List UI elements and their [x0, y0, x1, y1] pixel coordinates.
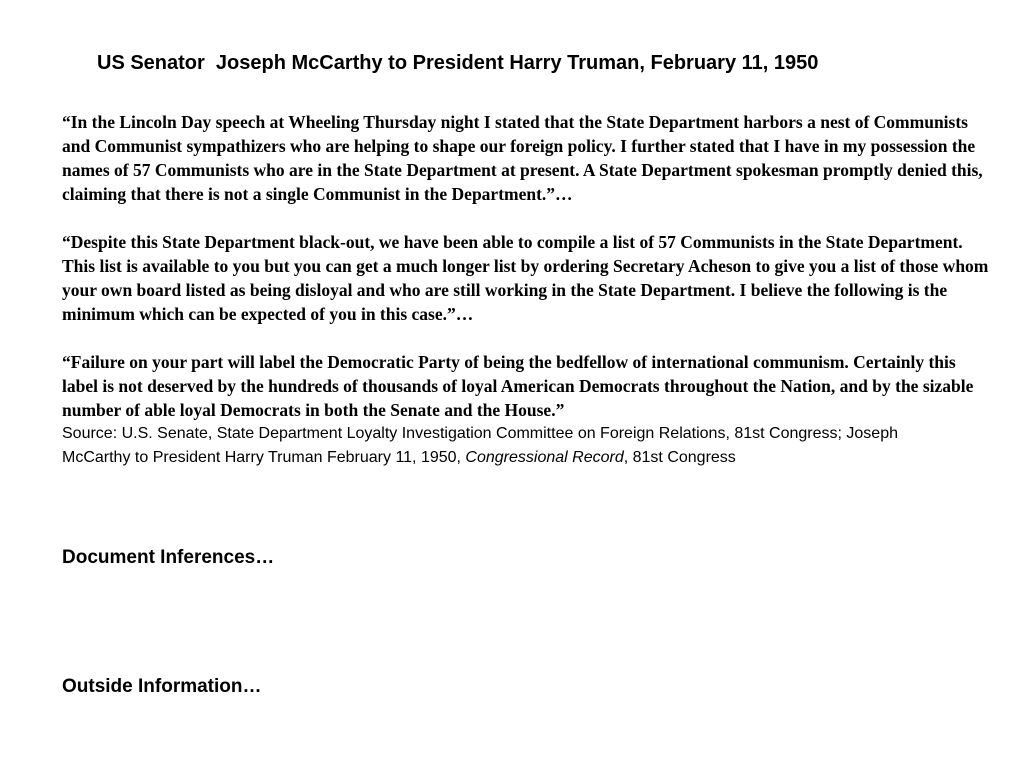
source-publication: Congressional Record [465, 449, 624, 466]
source-citation [62, 422, 962, 470]
quote-paragraph-2: “Despite this State Department black-out, we have been able to compile a list of 57 Communists in the State Department. This list is available to you but you can get a much longer list by ordering Secretary Acheson to give you a list of those whom your own board listed as being disloyal and who are still working in the State Department. I believe the following is the minimum which can be expected of you in this case.”… [62, 232, 989, 324]
outside-information-heading: Outside Information… [62, 676, 262, 697]
quote-paragraph-1: “In the Lincoln Day speech at Wheeling Thursday night I stated that the State Department harbors a nest of Communists and Communist sympathizers who are helping to shape our foreign policy. I further stated that I have in my possession the names of 57 Communists who are in the State Department at present. A State Department spokesman promptly denied this, claiming that there is not a single Communist in the Department.”… [62, 112, 983, 204]
slide-title: US Senator Joseph McCarthy to President Harry Truman, February 11, 1950 [97, 52, 819, 74]
source-prefix: Source: U.S. Senate, State Department Loyalty Investigation Committee on Foreign Relations, 81st Congress; Joseph McCarthy to President Harry Truman February 11, 1950, [62, 425, 898, 466]
quote-block [62, 110, 992, 470]
document-inferences-heading: Document Inferences… [62, 547, 275, 568]
source-suffix: , 81st Congress [623, 449, 736, 466]
quote-paragraph-3: “Failure on your part will label the Democratic Party of being the bedfellow of international communism. Certainly this label is not deserved by the hundreds of thousands of loyal American Democrats throughout the Nation, and by the sizable number of able loyal Democrats in both the Senate and the House.” [62, 352, 974, 420]
